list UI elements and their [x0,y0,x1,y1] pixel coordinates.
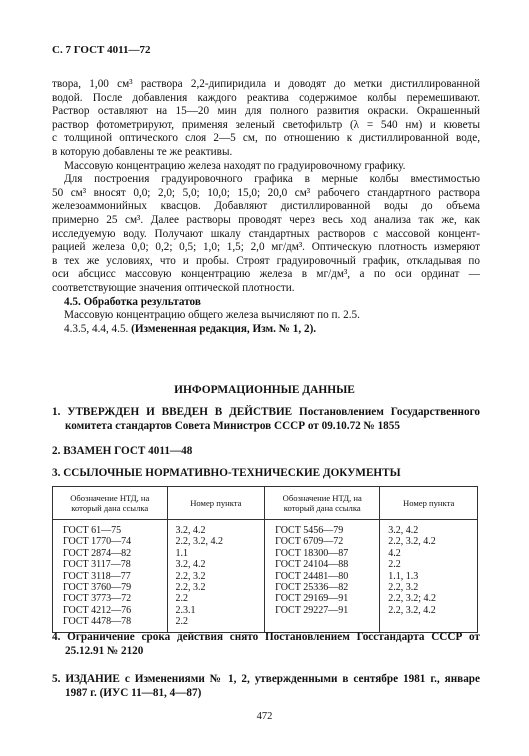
page-number: 472 [256,711,273,722]
paragraph-continuation [52,78,480,336]
left-doc-column [53,520,168,633]
text-line: 4. Ограничение срока действия снято Постановлением Госстандарта СССР от [52,631,480,643]
table-cell: 2.2 [175,616,188,628]
table-cell: 3.2, 4.2 [175,525,206,536]
table-cell: ГОСТ 24104—88 [275,559,349,571]
table-cell: 1.1 [175,547,188,559]
right-item-column [380,520,478,633]
text-line: водой. После добавления каждого реактива содержимое колбы перемешивают. [52,91,480,104]
table-cell: ГОСТ 2874—82 [63,547,132,559]
table-cell: ГОСТ 25336—82 [275,582,349,594]
text-line: 5. ИЗДАНИЕ с Изменениями № 1, 2, утвержденными в сентябре 1981 г., январе [52,673,480,685]
table-cell: ГОСТ 29169—91 [275,593,349,605]
table-cell: 3.2, 4.2 [175,559,206,571]
page-header: С. 7 ГОСТ 4011—72 [52,44,151,56]
text-line: исследуемую воду. Получают шкалу стандартных растворов с массовой концент- [52,227,480,240]
text-line: комитета стандартов Совета Министров СССР от 09.10.72 № 1855 [65,419,400,432]
info-title: ИНФОРМАЦИОННЫЕ ДАННЫЕ [174,384,355,396]
text-line: 25.12.91 № 2120 [65,644,144,657]
text-line: Массовую концентрацию общего железа вычисляют по п. 2.5. [64,309,360,322]
text-line: 1987 г. (ИУС 11—81, 4—87) [65,686,202,699]
table-cell: 2.2, 3.2 [175,570,206,582]
amendment-note-refs: 4.3.5, 4.4, 4.5. [64,322,132,335]
table-header-row [53,487,478,520]
table-cell: ГОСТ 18300—87 [275,547,349,559]
table-cell: ГОСТ 4212—76 [63,604,132,616]
references-table [52,486,478,633]
table-cell: ГОСТ 29227—91 [275,604,349,616]
text-line: оси абсцисс массовую концентрацию железа в мг/дм³, а по оси ординат — [52,268,480,281]
table-cell: 2.2, 3.2, 4.2 [388,536,436,548]
left-item-column [167,520,265,633]
table-header: Номер пункта [167,487,265,520]
right-doc-column [265,520,380,633]
table-cell: ГОСТ 1770—74 [63,536,132,548]
table-cell: ГОСТ 3773—72 [63,593,132,605]
text-line: Для построения градуировочного графика в мерные колбы вместимостью [64,173,480,186]
table-cell: ГОСТ 3117—78 [63,559,131,571]
table-cell: 2.2, 3.2 [388,582,419,594]
table-header: Обозначение НТД, на который дана ссылка [265,487,380,520]
table-row [53,520,478,633]
text-line: в тех же условиях, что и пробы. Строят градуировочный график, откладывая по [52,254,480,267]
text-line: рацией железа 0,0; 0,2; 0,5; 1,0; 1,5; 2,0 мг/дм³. Оптическую плотность измеряют [52,241,480,254]
table-header: Обозначение НТД, на который дана ссылка [53,487,168,520]
table-cell: 2.2, 3.2, 4.2 [175,536,223,548]
info-item-2: 2. ВЗАМЕН ГОСТ 4011—48 [52,445,193,457]
section-heading: 4.5. Обработка результатов [64,295,201,308]
amendment-note [52,323,480,337]
table-cell: 3.2, 4.2 [388,525,419,536]
table-cell: 4.2 [388,547,401,559]
text-line: примерно 25 см³. Далее растворы проводят через весь ход анализа так же, как [52,213,480,226]
table-cell: 2.2, 3.2; 4.2 [388,593,437,605]
table-header: Номер пункта [380,487,478,520]
table-cell: 2.2, 3.2, 4.2 [388,604,436,616]
info-item-3: 3. ССЫЛОЧНЫЕ НОРМАТИВНО-ТЕХНИЧЕСКИЕ ДОКУМЕНТЫ [52,467,401,479]
table-cell: ГОСТ 24481—80 [275,570,349,582]
table-cell: 1.1, 1.3 [388,570,419,582]
text-line: твора, 1,00 см³ раствора 2,2-дипиридила и доводят до метки дистиллированной [52,78,480,90]
table-cell: 2.3.1 [175,604,196,616]
table-cell: 2.2, 3.2 [175,582,206,594]
text-line: раствор фотометрируют, применяя зеленый светофильтр (λ = 540 нм) и кюветы [52,118,480,131]
table-cell: ГОСТ 3760—79 [63,582,132,594]
table-cell: ГОСТ 3118—77 [63,570,131,582]
table-cell: 2.2 [388,559,401,571]
table-cell: ГОСТ 61—75 [63,525,122,536]
amendment-note-label: (Измененная редакция, Изм. № 1, 2). [131,322,317,335]
text-line: соответствующие значения оптической плотности. [52,281,295,294]
text-line: Раствор оставляют на 15—20 мин для полного развития окраски. Окрашенный [52,105,480,118]
text-line: 1. УТВЕРЖДЕН И ВВЕДЕН В ДЕЙСТВИЕ Постановлением Государственного [52,406,480,418]
text-line: железоаммонийных квасцов. Добавляют дистиллированной воды до объема [52,200,480,213]
table-cell: 2.2 [175,593,188,605]
table-cell: ГОСТ 6709—72 [275,536,344,548]
info-item-1 [52,406,480,433]
table-cell: ГОСТ 5456—79 [275,525,344,536]
info-item-5 [52,673,480,700]
text-line: в которую добавлены те же реактивы. [52,145,233,158]
text-line: с толщиной оптического слоя 2—5 см, по отношению к дистиллированной воде, [52,132,480,145]
text-line: Массовую концентрацию железа находят по градуировочному графику. [64,159,406,172]
info-item-4 [52,631,480,658]
table-cell: ГОСТ 4478—78 [63,616,132,628]
text-line: 50 см³ вносят 0,0; 2,0; 5,0; 10,0; 15,0; 20,0 см³ рабочего стандартного раствора [52,186,480,199]
